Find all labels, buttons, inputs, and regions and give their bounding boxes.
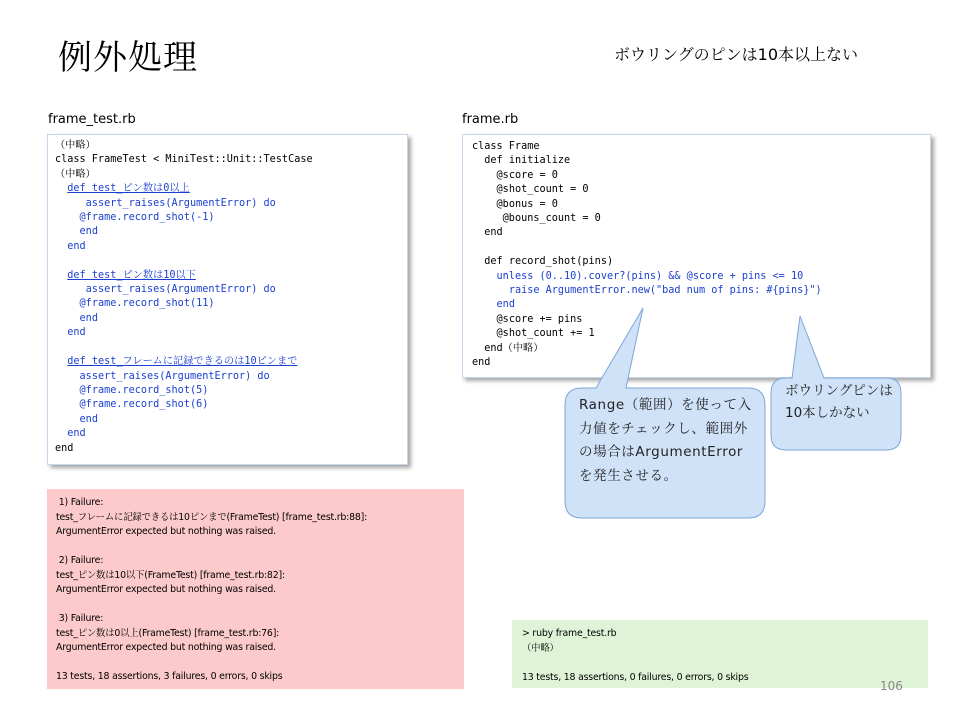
code-line: end xyxy=(79,226,98,238)
code-line: def test_ピン数は10以下 xyxy=(67,269,196,281)
output-line: 3) Failure: xyxy=(56,613,104,624)
code-line: end xyxy=(79,413,98,425)
output-line: 2) Failure: xyxy=(56,555,104,566)
right-file-label: frame.rb xyxy=(462,112,519,127)
code-line: end（中略） xyxy=(484,342,544,354)
code-line: end xyxy=(55,442,74,454)
code-line: @shot_count = 0 xyxy=(496,184,589,196)
code-line: class FrameTest < MiniTest::Unit::TestCase xyxy=(55,154,313,166)
output-line: > ruby frame_test.rb xyxy=(522,628,617,639)
code-line: end xyxy=(484,227,503,239)
slide-subtitle: ボウリングのピンは10本以上ない xyxy=(614,45,859,64)
code-line: @bouns_count = 0 xyxy=(502,213,601,225)
code-line: def record_shot(pins) xyxy=(484,256,614,268)
code-line: @score = 0 xyxy=(496,169,558,181)
left-file-label: frame_test.rb xyxy=(48,112,136,127)
output-line xyxy=(56,540,367,555)
code-line: end xyxy=(67,327,86,339)
code-line: end xyxy=(472,357,491,369)
failure-output-text xyxy=(56,496,367,685)
code-line: end xyxy=(67,240,86,252)
success-output-text xyxy=(522,627,748,685)
output-line: （中略） xyxy=(522,642,559,654)
output-line: test_ピン数は10以下(FrameTest) [frame_test.rb:82]: xyxy=(56,569,285,581)
output-line: ArgumentError expected but nothing was raised. xyxy=(56,642,276,653)
slide-title: 例外処理 xyxy=(58,38,198,78)
code-line: （中略） xyxy=(55,140,96,151)
code-line: @score += pins xyxy=(496,313,583,325)
code-line: def initialize xyxy=(484,155,571,167)
code-line: unless (0..10).cover?(pins) && @score + pins <= 10 xyxy=(496,270,804,282)
output-line: 13 tests, 18 assertions, 3 failures, 0 errors, 0 skips xyxy=(56,671,283,682)
range-callout-text: Range（範囲）を使って入力値をチェックし、範囲外の場合はArgumentErrorを発生させる。 xyxy=(579,397,752,484)
output-line xyxy=(56,656,367,671)
output-line: 13 tests, 18 assertions, 0 failures, 0 errors, 0 skips xyxy=(522,671,749,683)
output-line: ArgumentError expected but nothing was raised. xyxy=(56,584,276,595)
code-line: assert_raises(ArgumentError) do xyxy=(79,370,270,382)
code-line: @bonus = 0 xyxy=(496,198,558,210)
output-line: test_ピン数は0以上(FrameTest) [frame_test.rb:76]: xyxy=(56,627,280,639)
output-line: test_フレームに記録できるは10ピンまで(FrameTest) [frame_test.rb:88]: xyxy=(56,511,368,523)
page-number: 106 xyxy=(880,679,903,693)
pins-callout-text: ボウリングピンは10本しかない xyxy=(785,383,893,421)
code-line: assert_raises(ArgumentError) do xyxy=(85,197,276,209)
code-line: @frame.record_shot(5) xyxy=(79,384,209,396)
code-line: @shot_count += 1 xyxy=(496,328,595,340)
output-line: ArgumentError expected but nothing was raised. xyxy=(56,526,276,537)
code-line: assert_raises(ArgumentError) do xyxy=(85,284,276,296)
code-line: raise ArgumentError.new("bad num of pins: #{pins}") xyxy=(508,285,822,297)
code-line: end xyxy=(67,428,86,440)
code-line: end xyxy=(496,299,515,311)
output-line xyxy=(56,598,367,613)
code-line: @frame.record_shot(-1) xyxy=(79,212,215,224)
code-line: @frame.record_shot(6) xyxy=(79,399,209,411)
code-line: def test_ピン数は0以上 xyxy=(67,183,190,195)
failure-output-box xyxy=(47,489,464,689)
output-line xyxy=(522,656,748,671)
success-output-box xyxy=(512,620,928,688)
code-line: （中略） xyxy=(55,168,96,180)
code-line: end xyxy=(79,312,98,324)
output-line: 1) Failure: xyxy=(56,497,104,508)
code-line: @frame.record_shot(11) xyxy=(79,298,215,310)
code-line: def test_フレームに記録できるのは10ピンまで xyxy=(67,356,298,368)
code-line: class Frame xyxy=(472,141,540,152)
